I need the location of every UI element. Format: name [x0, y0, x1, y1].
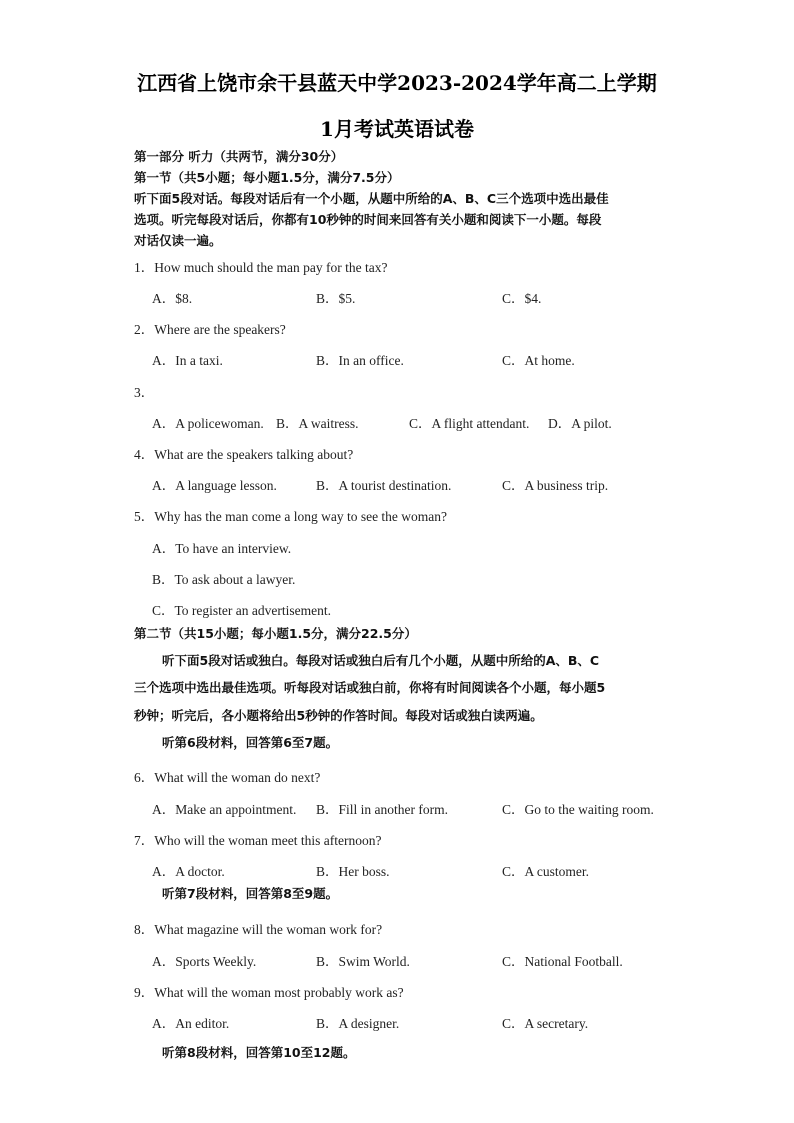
q6-option-b: B．Fill in another form.: [316, 802, 448, 817]
question-3: 3．: [134, 385, 155, 400]
q6-option-a: A．Make an appointment.: [152, 802, 297, 817]
section2-instruction-line: 秒钟；听完后，各小题将给出5秒钟的作答时间。每段对话或独白读两遍。: [134, 708, 543, 723]
material-7-note: 听第7段材料，回答第8至9题。: [162, 886, 339, 901]
question-5: 5．Why has the man come a long way to see the woman?: [134, 509, 448, 524]
q4-option-b: B．A tourist destination.: [316, 478, 452, 493]
section2-instruction-line: 三个选项中选出最佳选项。听每段对话或独白前，你将有时间阅读各个小题，每小题5: [134, 680, 606, 695]
q9-option-a: A．An editor.: [152, 1016, 230, 1031]
question-4: 4．What are the speakers talking about?: [134, 447, 354, 462]
question-7: 7．Who will the woman meet this afternoon?: [134, 833, 382, 848]
exam-title-line2: 1月考试英语试卷: [320, 117, 474, 141]
section1-instruction-line: 听下面5段对话。每段对话后有一个小题，从题中所给的A、B、C三个选项中选出最佳: [134, 191, 609, 206]
section1-header: 第一节（共5小题；每小题1.5分，满分7.5分）: [134, 170, 400, 185]
q3-option-a: A．A policewoman.: [152, 416, 264, 431]
q7-option-a: A．A doctor.: [152, 864, 225, 879]
q4-option-a: A．A language lesson.: [152, 478, 277, 493]
q9-option-b: B．A designer.: [316, 1016, 400, 1031]
q9-option-c: C．A secretary.: [502, 1016, 589, 1031]
section2-header: 第二节（共15小题；每小题1.5分，满分22.5分）: [134, 626, 417, 641]
q5-option-b: B．To ask about a lawyer.: [152, 572, 296, 587]
q7-option-c: C．A customer.: [502, 864, 589, 879]
question-1: 1．How much should the man pay for the tax?: [134, 260, 388, 275]
question-2: 2．Where are the speakers?: [134, 322, 286, 337]
q6-option-c: C．Go to the waiting room.: [502, 802, 654, 817]
q8-option-a: A．Sports Weekly.: [152, 954, 257, 969]
material-8-note: 听第8段材料，回答第10至12题。: [162, 1045, 356, 1060]
q5-option-c: C．To register an advertisement.: [152, 603, 332, 618]
section1-instruction-line: 对话仅读一遍。: [134, 233, 222, 248]
q8-option-c: C．National Football.: [502, 954, 623, 969]
q3-option-d: D．A pilot.: [548, 416, 612, 431]
q3-option-c: C．A flight attendant.: [409, 416, 530, 431]
q7-option-b: B．Her boss.: [316, 864, 390, 879]
q1-option-c: C．$4.: [502, 291, 542, 306]
q2-option-c: C．At home.: [502, 353, 575, 368]
exam-title-line1: 江西省上饶市余干县蓝天中学2023-2024学年高二上学期: [137, 71, 657, 95]
q8-option-b: B．Swim World.: [316, 954, 410, 969]
question-9: 9．What will the woman most probably work as?: [134, 985, 404, 1000]
part1-header: 第一部分 听力（共两节，满分30分）: [134, 149, 344, 164]
q1-option-b: B．$5.: [316, 291, 356, 306]
q4-option-c: C．A business trip.: [502, 478, 609, 493]
q5-option-a: A．To have an interview.: [152, 541, 292, 556]
material-6-note: 听第6段材料，回答第6至7题。: [162, 735, 339, 750]
q2-option-b: B．In an office.: [316, 353, 404, 368]
section1-instruction-line: 选项。听完每段对话后，你都有10秒钟的时间来回答有关小题和阅读下一小题。每段: [134, 212, 602, 227]
question-8: 8．What magazine will the woman work for?: [134, 922, 383, 937]
q1-option-a: A．$8.: [152, 291, 193, 306]
q3-option-b: B．A waitress.: [276, 416, 359, 431]
question-6: 6．What will the woman do next?: [134, 770, 321, 785]
q2-option-a: A．In a taxi.: [152, 353, 223, 368]
section2-instruction-line: 听下面5段对话或独白。每段对话或独白后有几个小题，从题中所给的A、B、C: [162, 653, 600, 668]
